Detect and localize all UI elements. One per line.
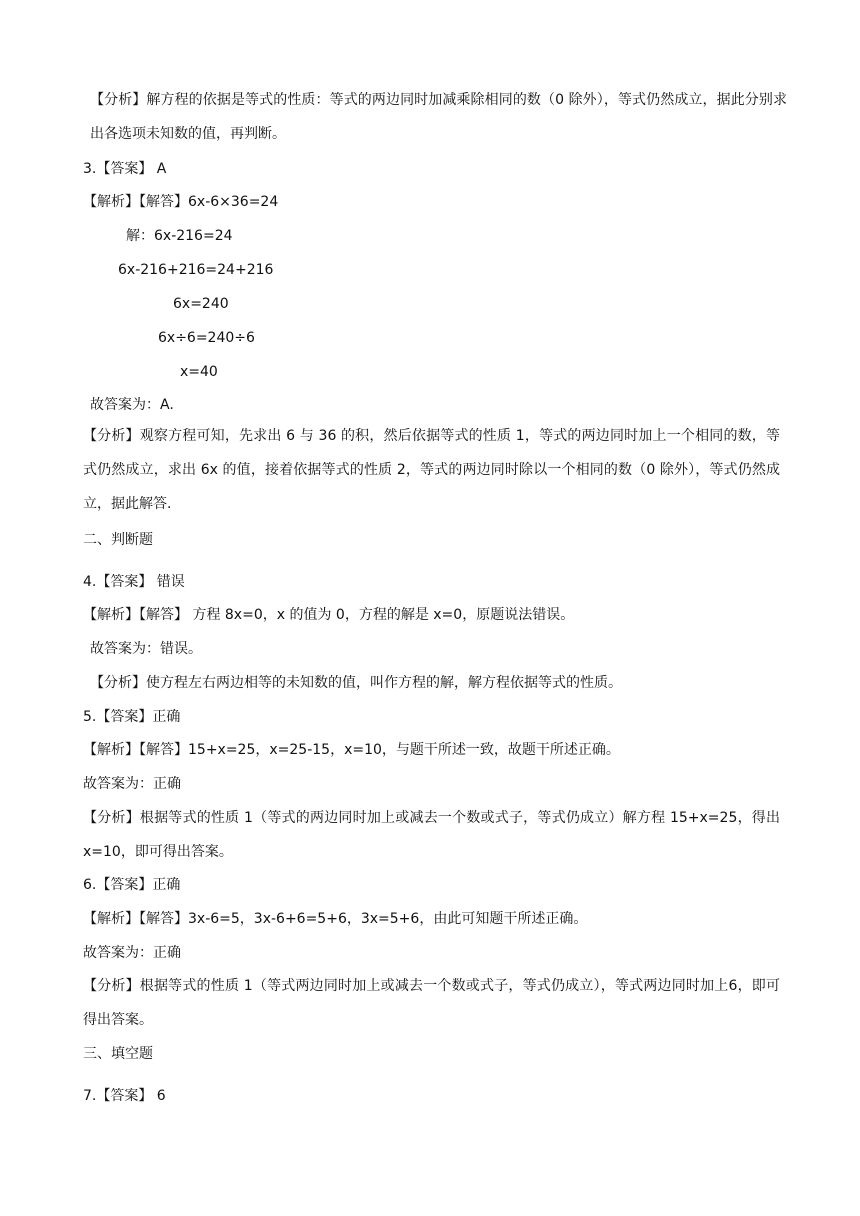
answer-heading-q5: 5.【答案】正确	[83, 709, 181, 725]
answer-heading-q3: 3.【答案】 A	[83, 161, 167, 177]
analysis-paragraph-q5: 【分析】根据等式的性质 1（等式的两边同时加上或减去一个数或式子，等式仍成立）解方程 15+x=25，得出 x=10，即可得出答案。	[83, 810, 780, 860]
answer-heading-q7: 7.【答案】 6	[83, 1088, 166, 1104]
section-heading-fill-blank: 三、填空题	[83, 1046, 153, 1062]
answer-heading-q4: 4.【答案】 错误	[83, 574, 185, 590]
analysis-paragraph-q2: 【分析】解方程的依据是等式的性质：等式的两边同时加减乘除相同的数（0 除外），等式仍然成立，据此分别求出各选项未知数的值，再判断。	[90, 92, 787, 142]
solution-heading-q3: 【解析】【解答】6x-6×36=24	[83, 194, 279, 210]
solution-step-4: 6x÷6=240÷6	[158, 330, 255, 346]
final-answer-q3: 故答案为：A.	[90, 397, 174, 413]
final-answer-q5: 故答案为：正确	[83, 776, 181, 792]
solution-step-5: x=40	[180, 364, 218, 380]
answer-heading-q6: 6.【答案】正确	[83, 877, 181, 893]
section-heading-judgement: 二、判断题	[83, 532, 153, 548]
solution-q5: 【解析】【解答】15+x=25，x=25-15，x=10，与题干所述一致，故题干所述正确。	[83, 742, 620, 758]
solution-step-2: 6x-216+216=24+216	[118, 262, 274, 278]
solution-q4: 【解析】【解答】 方程 8x=0，x 的值为 0，方程的解是 x=0，原题说法错误。	[83, 607, 575, 623]
solution-step-1: 解：6x-216=24	[126, 228, 233, 244]
final-answer-q6: 故答案为：正确	[83, 945, 181, 961]
analysis-q4: 【分析】使方程左右两边相等的未知数的值，叫作方程的解，解方程依据等式的性质。	[90, 675, 622, 691]
analysis-paragraph-q6: 【分析】根据等式的性质 1（等式两边同时加上或减去一个数或式子，等式仍成立），等式两边同时加上6，即可得出答案。	[83, 978, 780, 1028]
solution-step-3: 6x=240	[173, 296, 229, 312]
final-answer-q4: 故答案为：错误。	[90, 641, 202, 657]
analysis-paragraph-q3: 【分析】观察方程可知，先求出 6 与 36 的积，然后依据等式的性质 1，等式的两边同时加上一个相同的数，等式仍然成立，求出 6x 的值，接着依据等式的性质 2，等式的两边同时除以一个相同的数（0 除外），等式仍然成立，据此解答.	[83, 428, 780, 512]
solution-q6: 【解析】【解答】3x-6=5，3x-6+6=5+6，3x=5+6，由此可知题干所述正确。	[83, 911, 588, 927]
